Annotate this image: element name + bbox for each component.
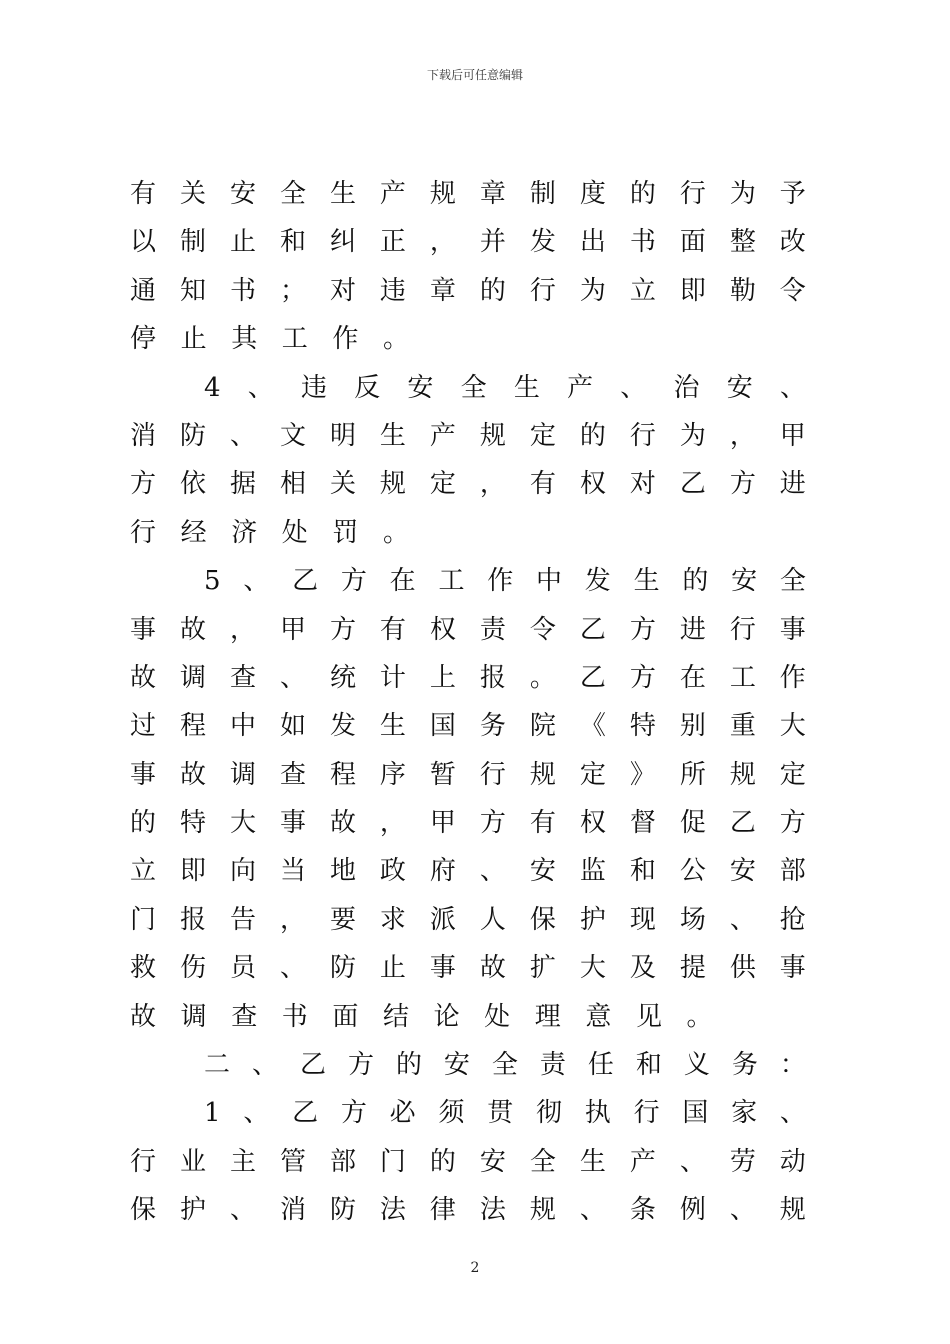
text-line: 保 护 、 消 防 法 律 法 规 、 条 例 、 规 (130, 1195, 806, 1226)
text-line: 停 止 其 工 作 。 (130, 324, 409, 355)
text-line: 事 故 ， 甲 方 有 权 责 令 乙 方 进 行 事 (130, 614, 806, 645)
text-line: 过 程 中 如 发 生 国 务 院 《 特 别 重 大 (130, 711, 806, 742)
text-line: 方 依 据 相 关 规 定 ， 有 权 对 乙 方 进 (130, 469, 806, 500)
text-line: 4 、 违 反 安 全 生 产 、 治 安 、 (204, 372, 806, 403)
text-line: 救 伤 员 、 防 止 事 故 扩 大 及 提 供 事 (130, 953, 806, 984)
text-line: 故 调 查 、 统 计 上 报 。 乙 方 在 工 作 (130, 662, 806, 693)
text-line: 立 即 向 当 地 政 府 、 安 监 和 公 安 部 (130, 856, 806, 887)
text-line: 1 、 乙 方 必 须 贯 彻 执 行 国 家 、 (204, 1098, 806, 1129)
text-line: 故 调 查 书 面 结 论 处 理 意 见 。 (130, 1001, 713, 1032)
page-number: 2 (470, 1260, 480, 1276)
text-line: 门 报 告 ， 要 求 派 人 保 护 现 场 、 抢 (130, 904, 806, 935)
text-line: 的 特 大 事 故 ， 甲 方 有 权 督 促 乙 方 (130, 808, 806, 839)
text-line: 二 、 乙 方 的 安 全 责 任 和 义 务 ： (204, 1050, 806, 1081)
text-line: 事 故 调 查 程 序 暂 行 规 定 》 所 规 定 (130, 759, 806, 790)
text-line: 行 业 主 管 部 门 的 安 全 生 产 、 劳 动 (130, 1146, 806, 1177)
text-line: 消 防 、 文 明 生 产 规 定 的 行 为 ， 甲 (130, 420, 806, 451)
text-line: 通 知 书 ； 对 违 章 的 行 为 立 即 勒 令 (130, 275, 806, 306)
text-line: 有 关 安 全 生 产 规 章 制 度 的 行 为 予 (130, 179, 806, 209)
document-body (130, 170, 806, 1235)
page-header: 下载后可任意编辑 (426, 68, 523, 82)
text-line: 5 、 乙 方 在 工 作 中 发 生 的 安 全 (204, 566, 806, 597)
text-line: 行 经 济 处 罚 。 (130, 517, 409, 548)
text-line: 以 制 止 和 纠 正 ， 并 发 出 书 面 整 改 (130, 227, 806, 258)
